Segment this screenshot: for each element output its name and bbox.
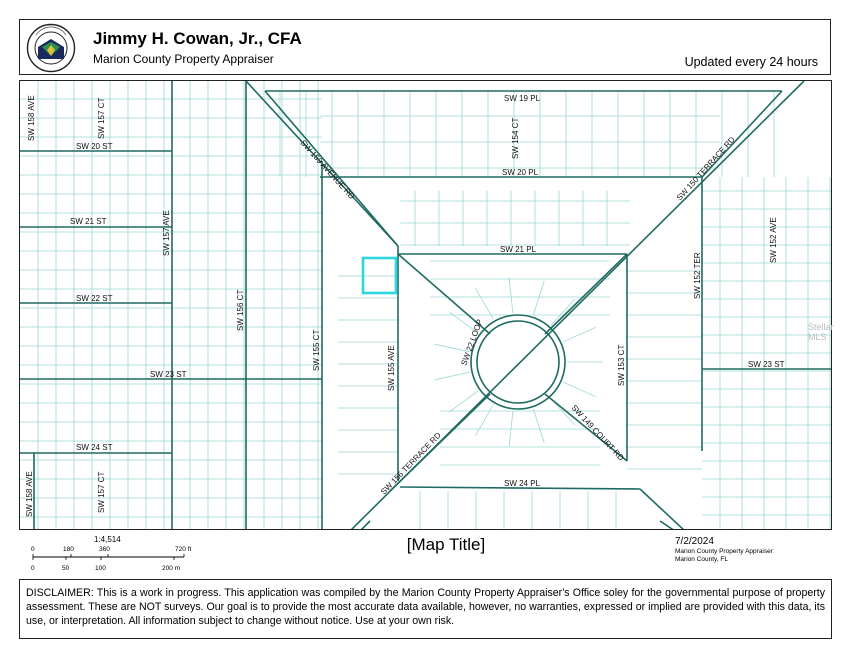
appraiser-office: Marion County Property Appraiser (93, 52, 274, 66)
parcel-map[interactable] (19, 80, 832, 530)
street-label: SW 157 AVE (162, 210, 171, 256)
parcel-line (563, 382, 596, 397)
selected-parcel-highlight[interactable] (363, 258, 396, 293)
parcel-line (533, 409, 544, 443)
street-label: SW 152 AVE (769, 217, 778, 263)
scale-tick-m: 0 (31, 565, 35, 572)
street-label: SW 21 ST (70, 217, 107, 226)
update-notice: Updated every 24 hours (684, 55, 818, 69)
scale-tick-m: 50 (62, 565, 70, 572)
org-location: Marion County, FL (675, 556, 728, 563)
street-label: SW 149 COURT RD (569, 403, 626, 463)
org-line: Marion County Property Appraiser (675, 548, 773, 555)
appraiser-name: Jimmy H. Cowan, Jr., CFA (93, 29, 302, 48)
street-label: SW 23 ST (748, 360, 785, 369)
print-date: 7/2/2024 (675, 536, 714, 547)
street-label: SW 155 AVE (387, 345, 396, 391)
scale-tick-ft: 180 (63, 546, 74, 553)
street-label: SW 22 LOOP (459, 318, 485, 367)
street-label: SW 158 AVE (25, 471, 34, 517)
street-label: SW 24 ST (76, 443, 113, 452)
street-label: SW 24 PL (504, 479, 541, 488)
parcel-line (509, 277, 513, 313)
parcel-line (533, 281, 544, 315)
street-label: SW 153 CT (617, 344, 626, 386)
scale-tick-m: 200 m (162, 565, 181, 572)
street-label: SW 21 PL (500, 245, 537, 254)
street-label: SW 159 AVENUE RD (298, 138, 357, 202)
street-label: SW 156 CT (236, 289, 245, 331)
street-label: SW 155 CT (312, 329, 321, 371)
street-label: SW 152 TER (693, 252, 702, 299)
parcel-line (563, 327, 596, 342)
parcel-line (476, 404, 494, 435)
map-title: [Map Title] (406, 535, 486, 554)
scale-ratio: 1:4,514 (94, 535, 121, 544)
street-label: SW 157 CT (97, 97, 106, 139)
scale-tick-ft: 0 (31, 546, 35, 553)
road-lines (20, 81, 832, 530)
scale-tick-m: 100 (95, 565, 106, 572)
street-label: SW 19 PL (504, 94, 541, 103)
street-label: SW 154 CT (511, 117, 520, 159)
appraiser-seal-logo (26, 23, 76, 73)
street-label: SW 22 ST (76, 294, 113, 303)
street-label: SW 157 CT (97, 471, 106, 513)
street-label: SW 158 AVE (27, 95, 36, 141)
parcel-lines (20, 81, 832, 530)
parcel-line (435, 372, 470, 379)
street-label: SW 23 ST (150, 370, 187, 379)
road-diagonals (265, 91, 782, 530)
scale-tick-ft: 360 (99, 546, 110, 553)
header (19, 19, 831, 75)
street-label: SW 20 ST (76, 142, 113, 151)
street-label: SW 156 TERRACE RD (378, 430, 443, 497)
parcel-map-canvas[interactable] (20, 81, 832, 530)
scale-tick-ft: 720 ft (175, 546, 192, 553)
street-label: SW 150 TERRACE RD (674, 134, 737, 203)
disclaimer: DISCLAIMER: This is a work in progress. This application was compiled by the Marion County Property Appraiser's Office soley for the governmental purpose of property assessment. These are NOT surveys. Our goal is to provide the most accurate data available, however, no warranties, expressed or implied are provided with this data, its use, or interpretation. All information subject to change without notice. Use at your own risk. (19, 579, 832, 639)
street-label: SW 20 PL (502, 168, 539, 177)
watermark: Stellar MLS (808, 322, 834, 342)
loop-inner-ring (477, 321, 559, 403)
